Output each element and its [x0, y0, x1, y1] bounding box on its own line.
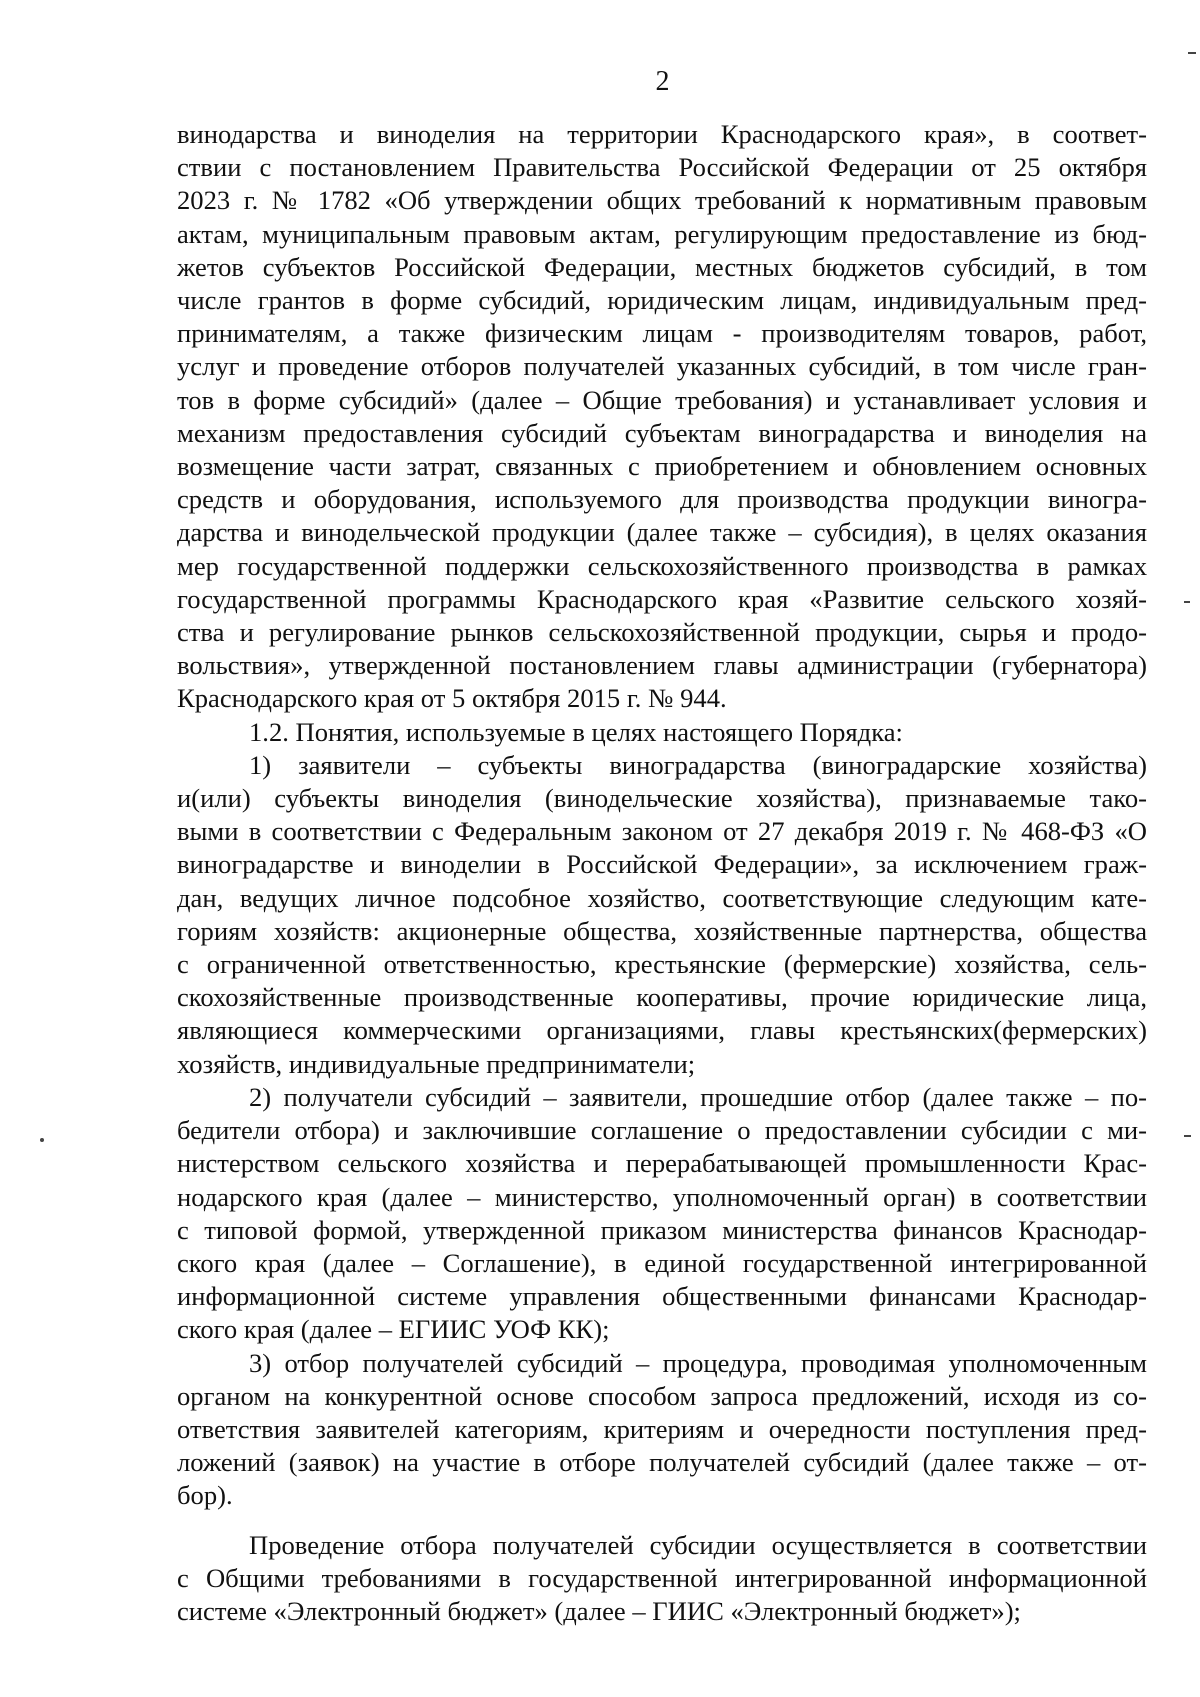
- text-line: дарства и винодельческой продукции (далее также – субсидия), в целях оказания: [177, 517, 1147, 548]
- text-line: информационной системе управления общественными финансами Краснодар-: [177, 1281, 1147, 1312]
- document-body: [177, 118, 1147, 1628]
- text-line: гориям хозяйств: акционерные общества, хозяйственные партнерства, общества: [177, 915, 1147, 946]
- text-line: ского края (далее – Соглашение), в единой государственной интегрированной: [177, 1247, 1147, 1278]
- paragraph-definitions-heading: [177, 716, 1147, 749]
- paragraph-definition-recipients: [177, 1081, 1147, 1347]
- text-line: вольствия», утвержденной постановлением главы администрации (губернатора): [177, 650, 1147, 681]
- text-line: государственной программы Краснодарского края «Развитие сельского хозяй-: [177, 583, 1147, 614]
- text-line: с Общими требованиями в государственной интегрированной информационной: [177, 1562, 1147, 1593]
- text-line: нодарского края (далее – министерство, уполномоченный орган) в соответствии: [177, 1181, 1147, 1212]
- text-line: винодарства и виноделия на территории Краснодарского края», в соответ-: [177, 119, 1147, 149]
- text-line: тов в форме субсидий» (далее – Общие требования) и устанавливает условия и: [177, 384, 1147, 415]
- scan-mark: [1188, 52, 1196, 54]
- text-line: ствии с постановлением Правительства Российской Федерации от 25 октября: [177, 152, 1147, 183]
- text-line: возмещение части затрат, связанных с приобретением и обновлением основных: [177, 451, 1147, 482]
- text-line: ского края (далее – ЕГИИС УОФ КК);: [177, 1314, 610, 1345]
- text-line: механизм предоставления субсидий субъектам виноградарства и виноделия на: [177, 417, 1147, 448]
- text-line: ложений (заявок) на участие в отборе получателей субсидий (далее также – от-: [177, 1447, 1147, 1478]
- paragraph-definition-selection: [177, 1347, 1147, 1513]
- text-line: с ограниченной ответственностью, крестьянские (фермерские) хозяйства, сель-: [177, 949, 1147, 980]
- text-line: бор).: [177, 1480, 233, 1511]
- text-line: числе грантов в форме субсидий, юридическим лицам, индивидуальным пред-: [177, 285, 1147, 316]
- text-line: органом на конкурентной основе способом запроса предложений, исходя из со-: [177, 1380, 1147, 1411]
- text-line: услуг и проведение отборов получателей указанных субсидий, в том числе гран-: [177, 351, 1147, 382]
- scan-mark: [40, 1138, 44, 1142]
- page-number: 2: [655, 66, 670, 97]
- text-line: выми в соответствии с Федеральным законом от 27 декабря 2019 г. № 468-ФЗ «О: [177, 816, 1147, 847]
- text-line: 3) отбор получателей субсидий – процедура, проводимая уполномоченным: [249, 1347, 1147, 1378]
- text-line: Краснодарского края от 5 октября 2015 г. № 944.: [177, 683, 727, 714]
- text-line: 1.2. Понятия, используемые в целях настоящего Порядка:: [249, 716, 903, 747]
- text-line: являющиеся коммерческими организациями, главы крестьянских(фермерских): [177, 1015, 1147, 1046]
- text-line: принимателям, а также физическим лицам - производителям товаров, работ,: [177, 318, 1147, 349]
- text-line: 2023 г. № 1782 «Об утверждении общих требований к нормативным правовым: [177, 185, 1147, 216]
- text-line: Проведение отбора получателей субсидии осуществляется в соответствии: [249, 1529, 1147, 1560]
- text-line: системе «Электронный бюджет» (далее – ГИИС «Электронный бюджет»);: [177, 1595, 1021, 1626]
- text-line: скохозяйственные производственные кооперативы, прочие юридические лица,: [177, 982, 1147, 1013]
- paragraph-definition-applicants: [177, 749, 1147, 1081]
- scan-mark: [1184, 601, 1190, 603]
- text-line: ства и регулирование рынков сельскохозяйственной продукции, сырья и продо-: [177, 617, 1147, 648]
- scan-mark: [1184, 1135, 1191, 1137]
- paragraph-intro: [177, 118, 1147, 716]
- text-line: 1) заявители – субъекты виноградарства (виноградарские хозяйства): [249, 749, 1147, 780]
- paragraph-selection-procedure: [177, 1529, 1147, 1629]
- text-line: хозяйств, индивидуальные предприниматели;: [177, 1048, 696, 1079]
- text-line: бедители отбора) и заключившие соглашение о предоставлении субсидии с ми-: [177, 1115, 1147, 1146]
- text-line: мер государственной поддержки сельскохозяйственного производства в рамках: [177, 550, 1147, 581]
- text-line: дан, ведущих личное подсобное хозяйство, соответствующие следующим кате-: [177, 882, 1147, 913]
- text-line: нистерством сельского хозяйства и перерабатывающей промышленности Крас-: [177, 1148, 1147, 1179]
- text-line: жетов субъектов Российской Федерации, местных бюджетов субсидий, в том: [177, 251, 1147, 282]
- text-line: и(или) субъекты виноделия (винодельческие хозяйства), признаваемые тако-: [177, 783, 1147, 814]
- text-line: 2) получатели субсидий – заявители, прошедшие отбор (далее также – по-: [249, 1081, 1147, 1112]
- text-line: с типовой формой, утвержденной приказом министерства финансов Краснодар-: [177, 1214, 1147, 1245]
- text-line: средств и оборудования, используемого для производства продукции виногра-: [177, 484, 1147, 515]
- text-line: виноградарстве и виноделии в Российской Федерации», за исключением граж-: [177, 849, 1147, 880]
- text-line: ответствия заявителей категориям, критериям и очередности поступления пред-: [177, 1413, 1147, 1444]
- text-line: актам, муниципальным правовым актам, регулирующим предоставление из бюд-: [177, 218, 1147, 249]
